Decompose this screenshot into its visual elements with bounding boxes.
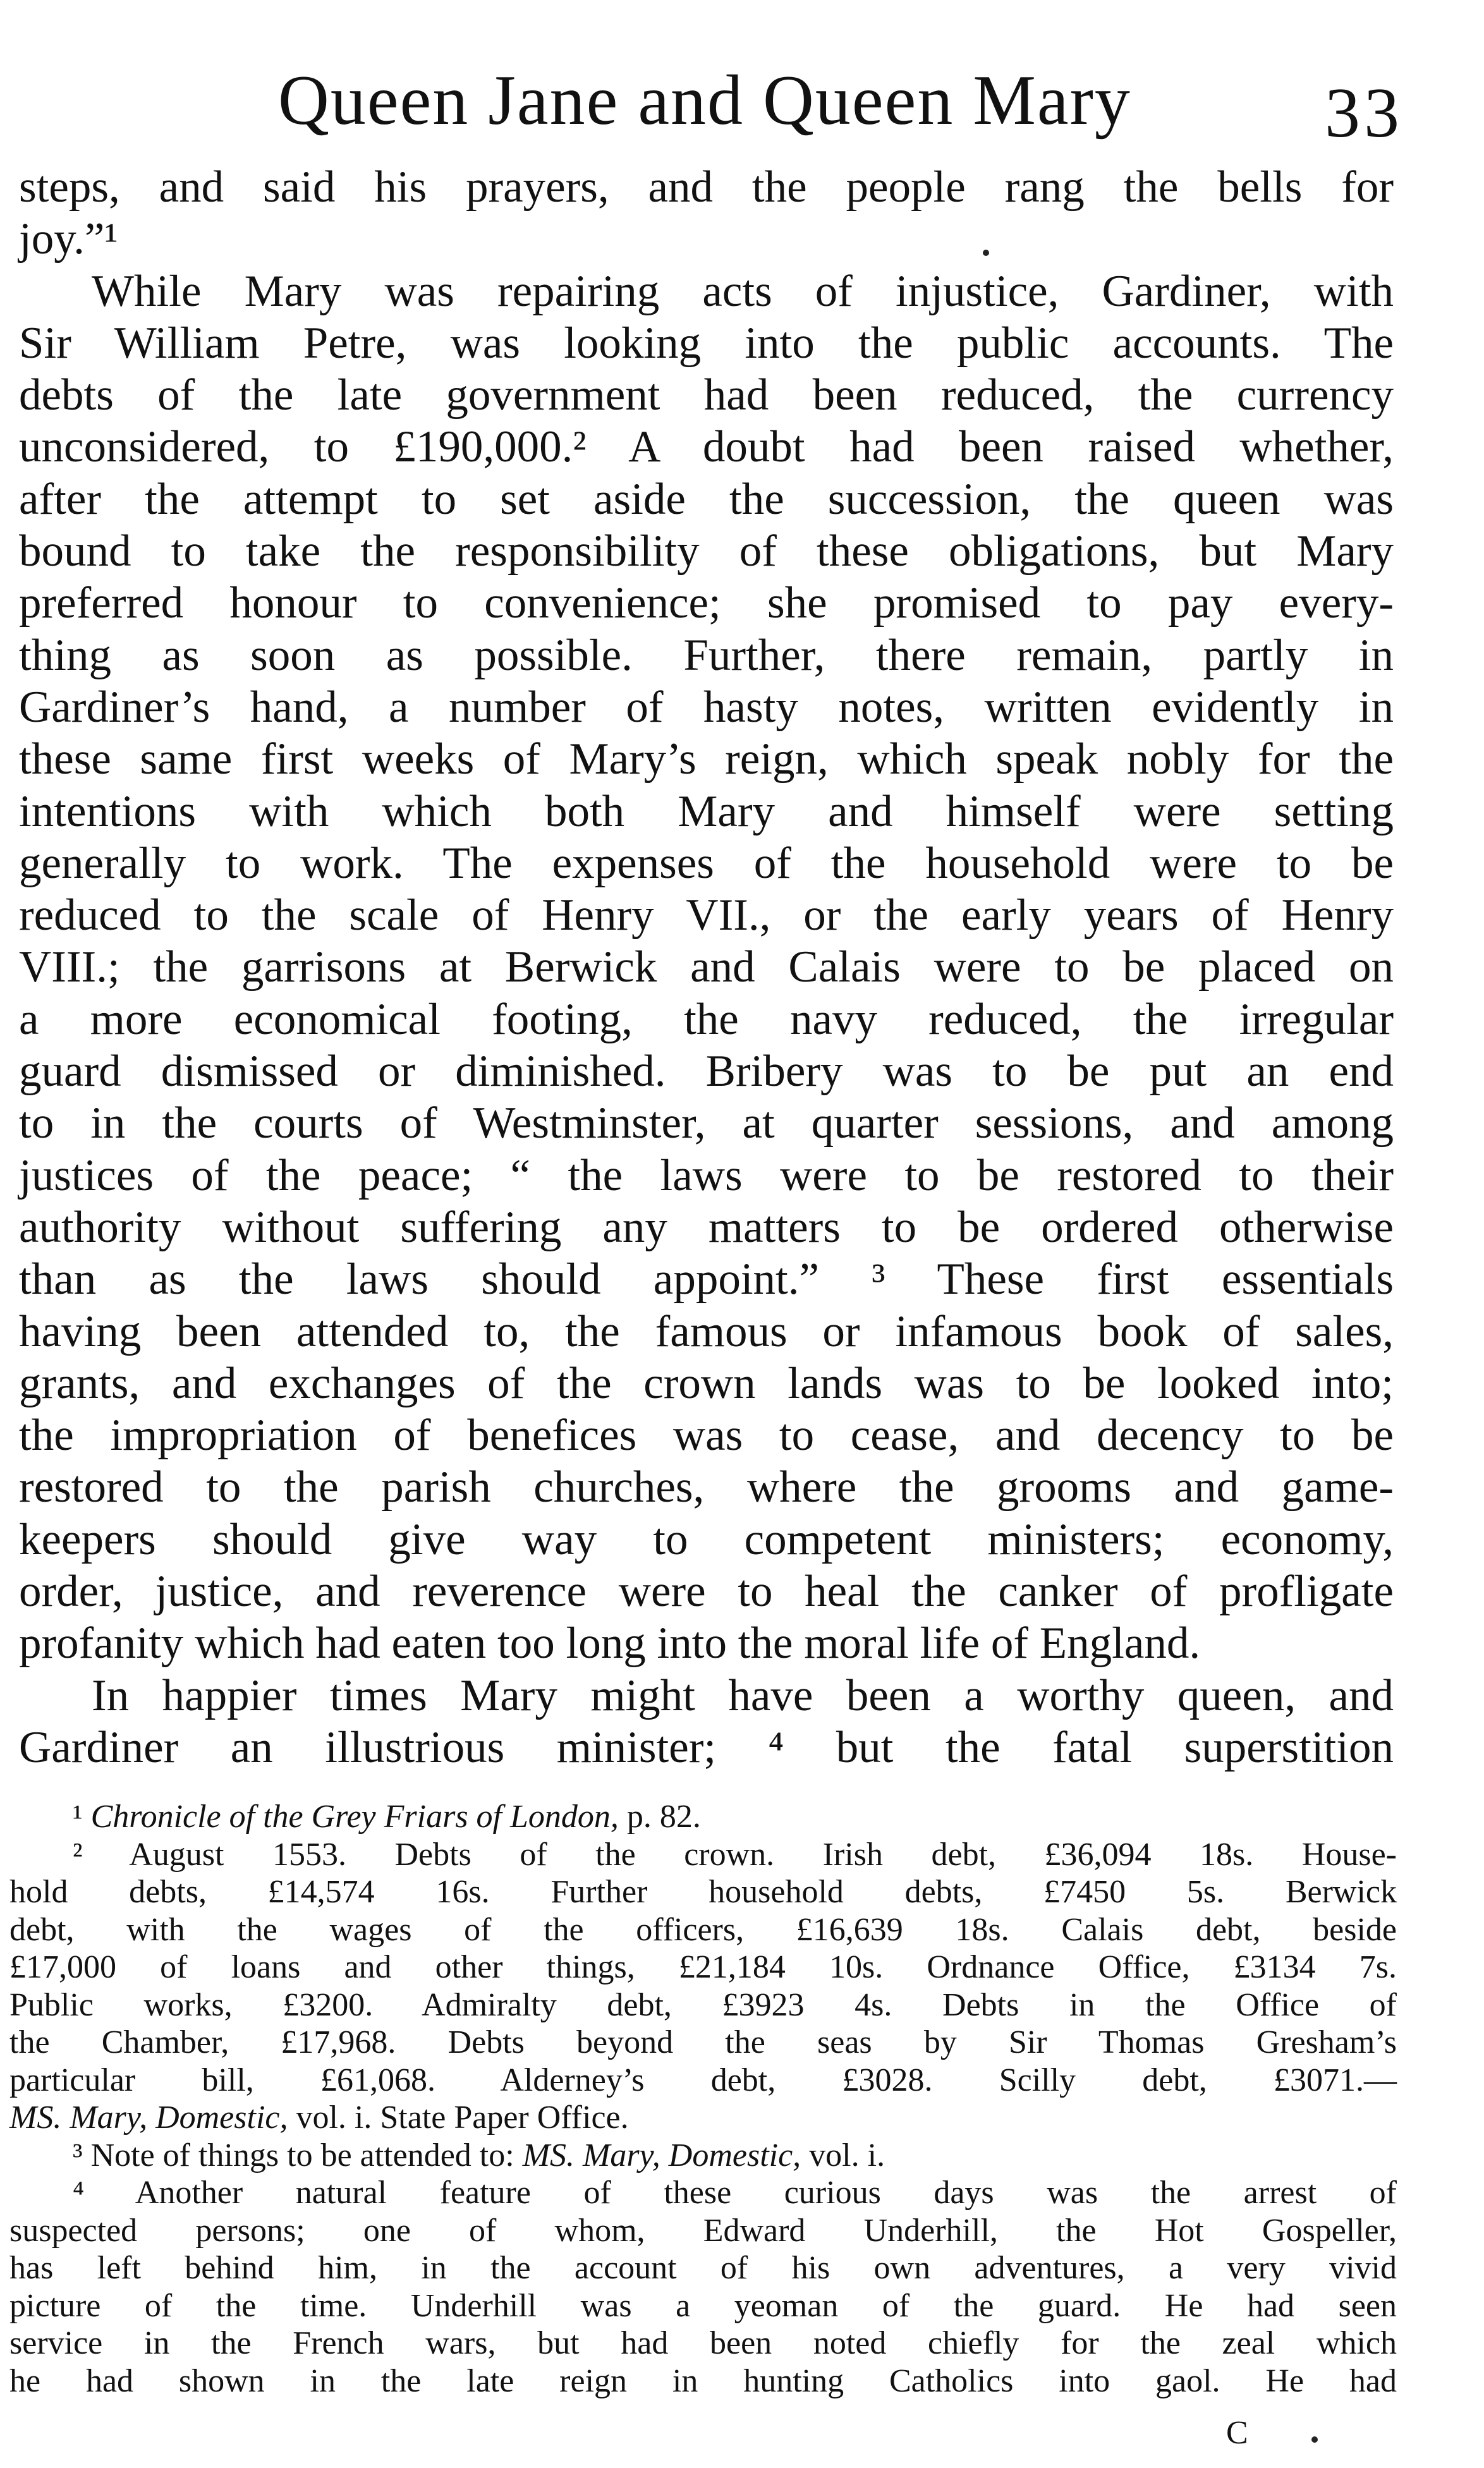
text-line: While Mary was repairing acts of injustice, Gardiner, with <box>92 266 1394 316</box>
text-line: reduced to the scale of Henry VII., or the early years of Henry <box>19 891 1394 940</box>
text-line: Gardiner’s hand, a number of hasty notes, written evidently in <box>19 682 1394 732</box>
text-line: VIII.; the garrisons at Berwick and Calais were to be placed on <box>19 942 1394 992</box>
text-line: keepers should give way to competent ministers; economy, <box>19 1514 1394 1564</box>
text-line: guard dismissed or diminished. Bribery was to be put an end <box>19 1047 1394 1097</box>
text-line: debts of the late government had been reduced, the currency <box>19 370 1394 420</box>
text-line: generally to work. The expenses of the household were to be <box>19 838 1394 888</box>
footnote-source-title: MS. Mary, Domestic, <box>9 2100 288 2136</box>
text-line: than as the laws should appoint.” ³ These first essentials <box>19 1255 1394 1304</box>
footnote-4-line: ⁴ Another natural feature of these curious days was the arrest of <box>73 2175 1397 2211</box>
footnote-4-line: has left behind him, in the account of his own adventures, a very vivid <box>9 2250 1397 2286</box>
text-line: joy.”¹ <box>19 214 118 264</box>
footnote-4-line: suspected persons; one of whom, Edward Underhill, the Hot Gospeller, <box>9 2212 1397 2249</box>
text-line: the impropriation of benefices was to cease, and decency to be <box>19 1411 1394 1461</box>
footnote-4-line: he had shown in the late reign in hunting Catholics into gaol. He had <box>9 2362 1397 2399</box>
signature-mark: C <box>1226 2415 1250 2451</box>
footnote-2-line: Public works, £3200. Admiralty debt, £3923 4s. Debts in the Office of <box>9 1986 1397 2023</box>
footnote-2-line: the Chamber, £17,968. Debts beyond the seas by Sir Thomas Gresham’s <box>9 2024 1397 2060</box>
text-line: these same first weeks of Mary’s reign, which speak nobly for the <box>19 734 1394 784</box>
text-line: thing as soon as possible. Further, there remain, partly in <box>19 630 1394 680</box>
page-header <box>278 60 1416 152</box>
footnote-4-line: service in the French wars, but had been noted chiefly for the zeal which <box>9 2325 1397 2361</box>
text-line: having been attended to, the famous or infamous book of sales, <box>19 1306 1394 1356</box>
footnotes <box>9 1798 1397 2400</box>
footnote-text: ³ Note of things to be attended to: <box>73 2137 523 2173</box>
text-line: Gardiner an illustrious minister; ⁴ but the fatal superstition <box>19 1722 1394 1772</box>
footnote-2-line: debt, with the wages of the officers, £16,639 18s. Calais debt, beside <box>9 1911 1397 1948</box>
text-line: a more economical footing, the navy reduced, the irregular <box>19 994 1394 1044</box>
footnote-4-line: picture of the time. Underhill was a yeoman of the guard. He had seen <box>9 2287 1397 2324</box>
footnote-source-title: MS. Mary, Domestic, <box>522 2137 801 2173</box>
footnote-2-source <box>9 2099 1397 2137</box>
text-line: to in the courts of Westminster, at quarter sessions, and among <box>19 1098 1394 1148</box>
text-line: In happier times Mary might have been a worthy queen, and <box>92 1670 1394 1720</box>
text-line: restored to the parish churches, where the grooms and game- <box>19 1462 1394 1512</box>
footnote-source-title: Chronicle of the Grey Friars of London, <box>90 1799 619 1835</box>
text-line: after the attempt to set aside the succession, the queen was <box>19 474 1394 524</box>
text-line: profanity which had eaten too long into the moral life of England. <box>19 1619 1201 1669</box>
text-line: bound to take the responsibility of these obligations, but Mary <box>19 526 1394 576</box>
footnote-text: vol. i. State Paper Office. <box>288 2100 629 2136</box>
page-number: 33 <box>1325 74 1403 152</box>
ink-speck <box>983 250 989 256</box>
text-line: grants, and exchanges of the crown lands was to be looked into; <box>19 1358 1394 1408</box>
ink-speck <box>1311 2436 1318 2443</box>
footnote-1 <box>9 1798 1397 1836</box>
footnote-2-line: particular bill, £61,068. Alderney’s debt, £3028. Scilly debt, £3071.— <box>9 2062 1397 2098</box>
running-title: Queen Jane and Queen Mary <box>278 61 1131 140</box>
text-line: order, justice, and reverence were to heal the canker of profligate <box>19 1567 1394 1617</box>
text-line: authority without suffering any matters to be ordered otherwise <box>19 1202 1394 1252</box>
footnote-marker: ¹ <box>73 1799 83 1835</box>
footnote-text: vol. i. <box>801 2137 885 2173</box>
footnote-text: p. 82. <box>618 1799 701 1835</box>
footnote-2-line: £17,000 of loans and other things, £21,184 10s. Ordnance Office, £3134 7s. <box>9 1949 1397 1985</box>
text-line: unconsidered, to £190,000.² A doubt had been raised whether, <box>19 422 1394 472</box>
text-line: steps, and said his prayers, and the people rang the bells for <box>19 162 1394 212</box>
text-line: justices of the peace; “ the laws were to be restored to their <box>19 1150 1394 1200</box>
text-line: Sir William Petre, was looking into the public accounts. The <box>19 318 1394 368</box>
text-line: preferred honour to convenience; she promised to pay every- <box>19 578 1394 628</box>
footnote-2-line: ² August 1553. Debts of the crown. Irish debt, £36,094 18s. House- <box>73 1836 1397 1873</box>
text-line: intentions with which both Mary and himself were setting <box>19 786 1394 836</box>
footnote-3 <box>9 2137 1397 2175</box>
footnote-2-line: hold debts, £14,574 16s. Further household debts, £7450 5s. Berwick <box>9 1874 1397 1910</box>
body-text <box>19 161 1394 1773</box>
